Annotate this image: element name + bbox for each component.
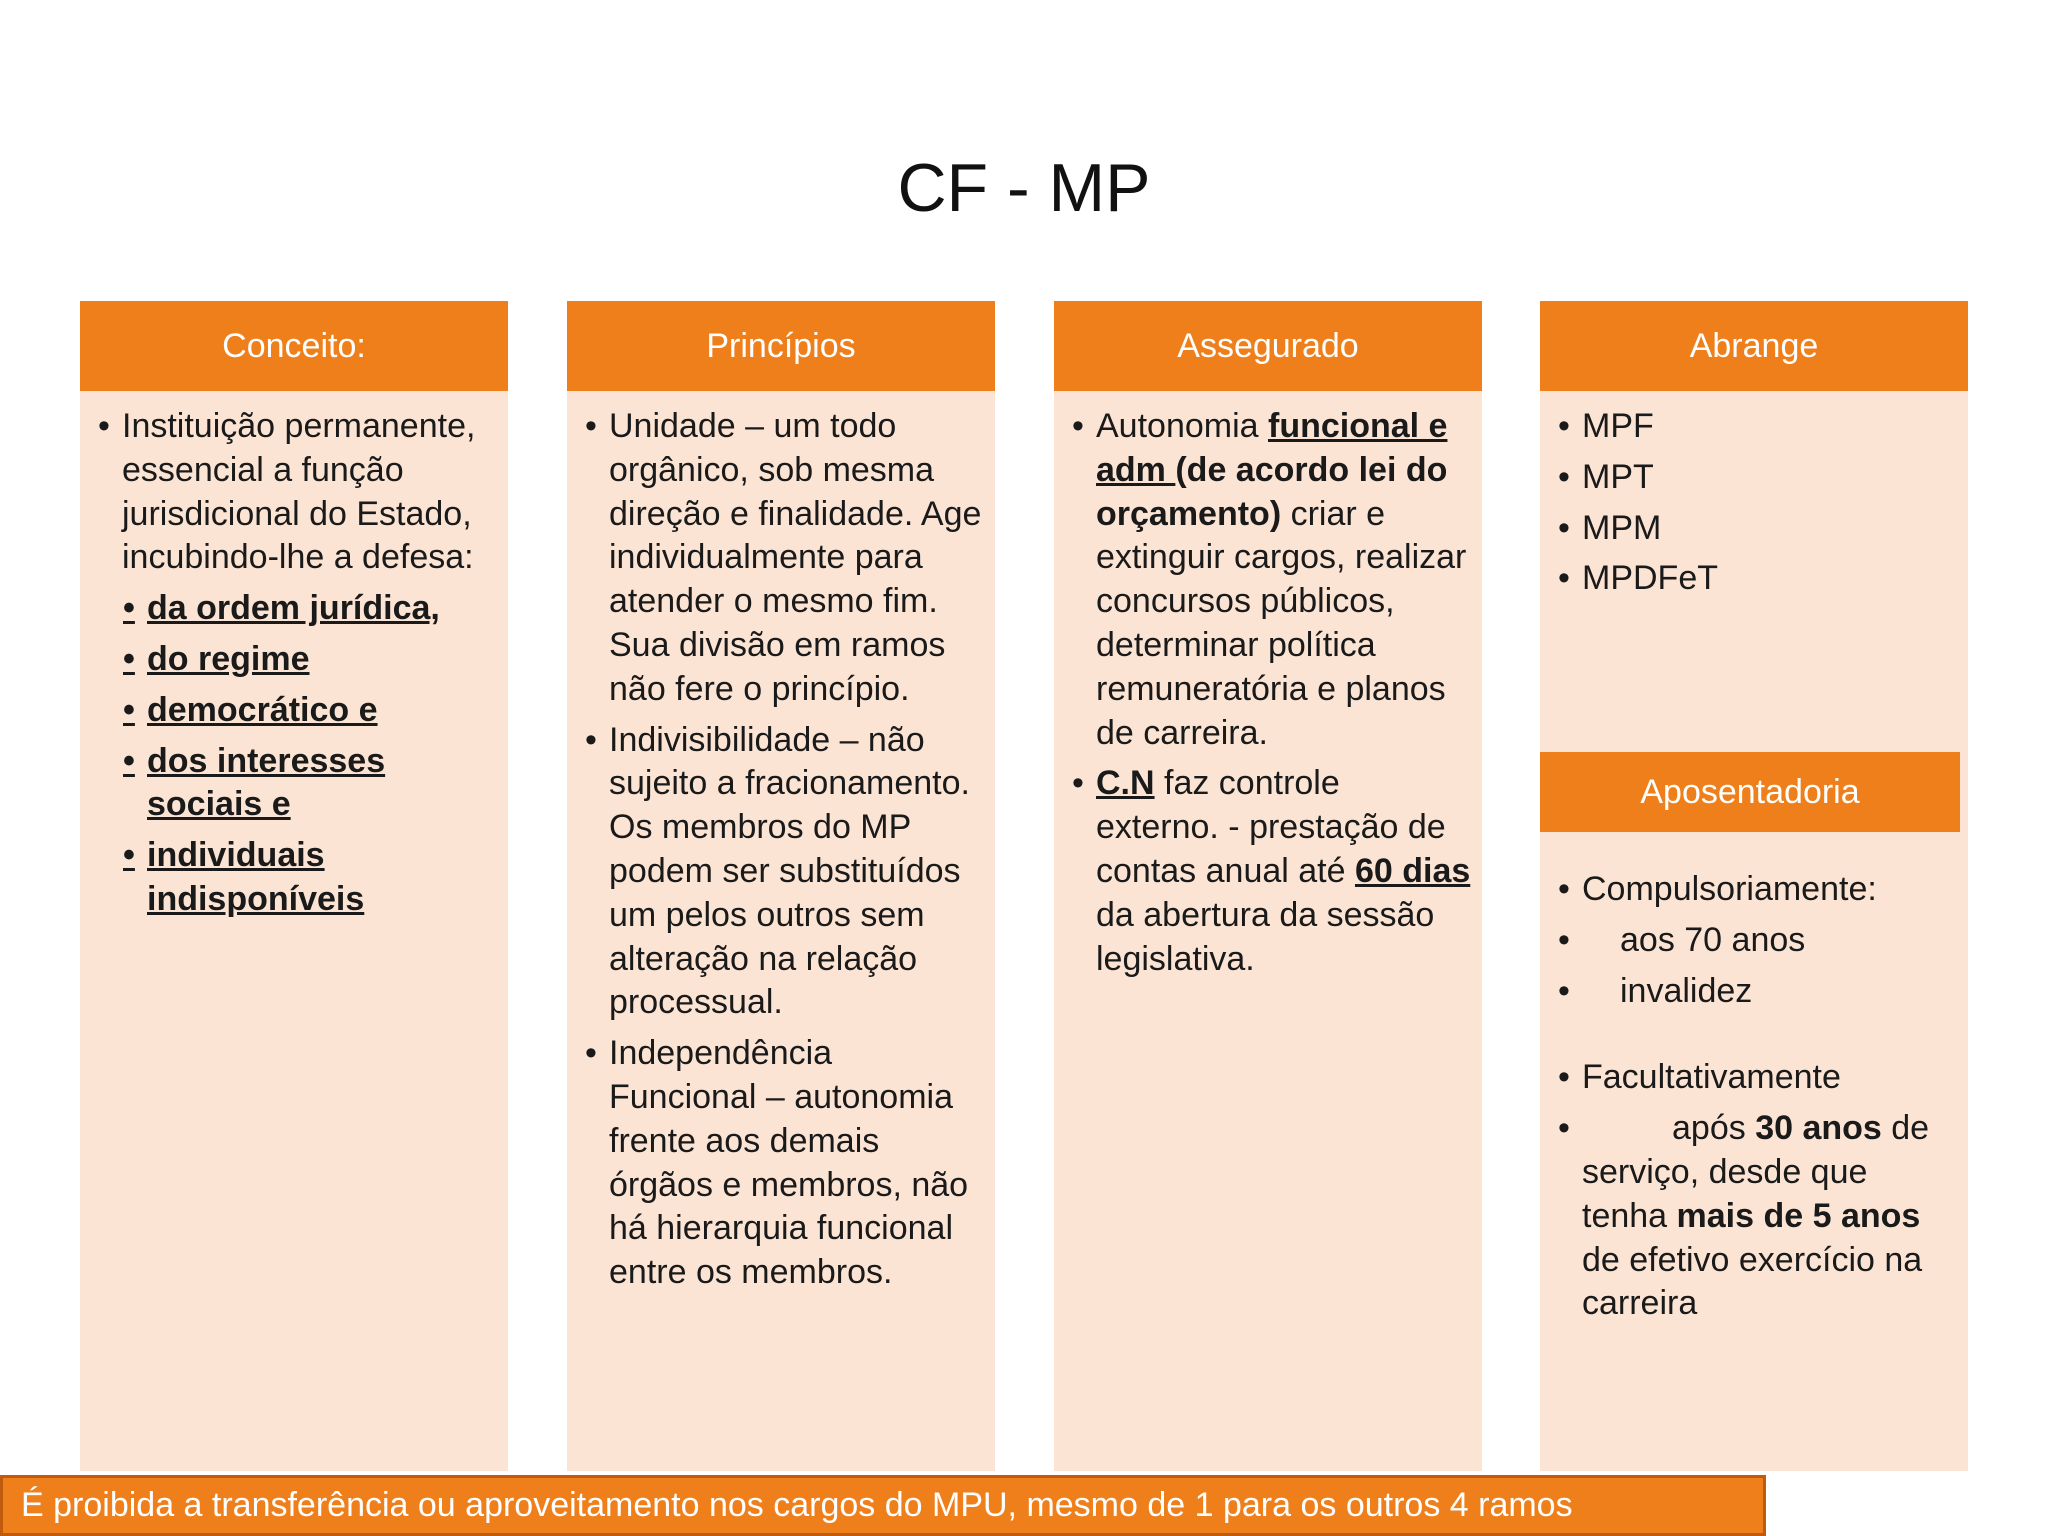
- list-item: • Instituição permanente, essencial a função jurisdicional do Estado, incubindo-lhe a defesa:: [98, 405, 498, 580]
- assegurado-header: Assegurado: [1054, 301, 1482, 391]
- list-item: • Unidade – um todo orgânico, sob mesma direção e finalidade. Age individualmente para atender o mesmo fim. Sua divisão em ramos não fere o princípio.: [585, 407, 982, 708]
- conceito-header: Conceito:: [80, 301, 508, 391]
- aposentadoria-header: Aposentadoria: [1540, 752, 1960, 832]
- list-item: • da ordem jurídica,: [123, 589, 440, 628]
- list-item: • individuais indisponíveis: [123, 836, 365, 918]
- assegurado-panel: [1054, 301, 1482, 1471]
- list-item: • do regime: [123, 639, 310, 678]
- principios-header: Princípios: [567, 301, 995, 391]
- conceito-panel: [80, 301, 508, 1471]
- list-item: • invalidez: [1558, 971, 1753, 1010]
- abrange-header: Abrange: [1540, 301, 1968, 391]
- list-item: • aos 70 anos: [1558, 920, 1806, 959]
- list-item: • MPF: [1558, 407, 1654, 445]
- list-item: • dos interesses sociais e: [123, 741, 386, 824]
- list-item: • Compulsoriamente:: [1558, 870, 1877, 908]
- aposentadoria-body: [1558, 868, 1958, 1333]
- list-item: • MPM: [1558, 508, 1662, 547]
- conceito-intro: Instituição permanente, essencial a função jurisdicional do Estado, incubindo-lhe a defesa:: [122, 407, 476, 577]
- list-item: • MPDFeT: [1558, 559, 1718, 598]
- list-item: • Indivisibilidade – não sujeito a fracionamento. Os membros do MP podem ser substituídos um pelos outros sem alteração na relação processual.: [585, 720, 970, 1022]
- list-item: • democrático e: [123, 690, 378, 729]
- list-item: • Autonomia funcional e adm (de acordo lei do orçamento) criar e extinguir cargos, realizar concursos públicos, determinar política remuneratória e planos de carreira.: [1072, 407, 1467, 752]
- list-item: • após 30 anos de serviço, desde que tenha mais de 5 anos de efetivo exercício na carreira: [1558, 1109, 1930, 1323]
- list-item: • MPT: [1558, 457, 1654, 496]
- footer-banner: É proibida a transferência ou aproveitamento nos cargos do MPU, mesmo de 1 para os outros 4 ramos: [0, 1475, 1766, 1536]
- list-item: • Independência Funcional – autonomia frente aos demais órgãos e membros, não há hierarquia funcional entre os membros.: [585, 1034, 969, 1292]
- list-item: • Facultativamente: [1558, 1058, 1841, 1097]
- slide-title: CF - MP: [897, 150, 1151, 226]
- list-item: • C.N faz controle externo. - prestação de contas anual até 60 dias da abertura da sessão legislativa.: [1072, 764, 1471, 978]
- principios-panel: [567, 301, 995, 1471]
